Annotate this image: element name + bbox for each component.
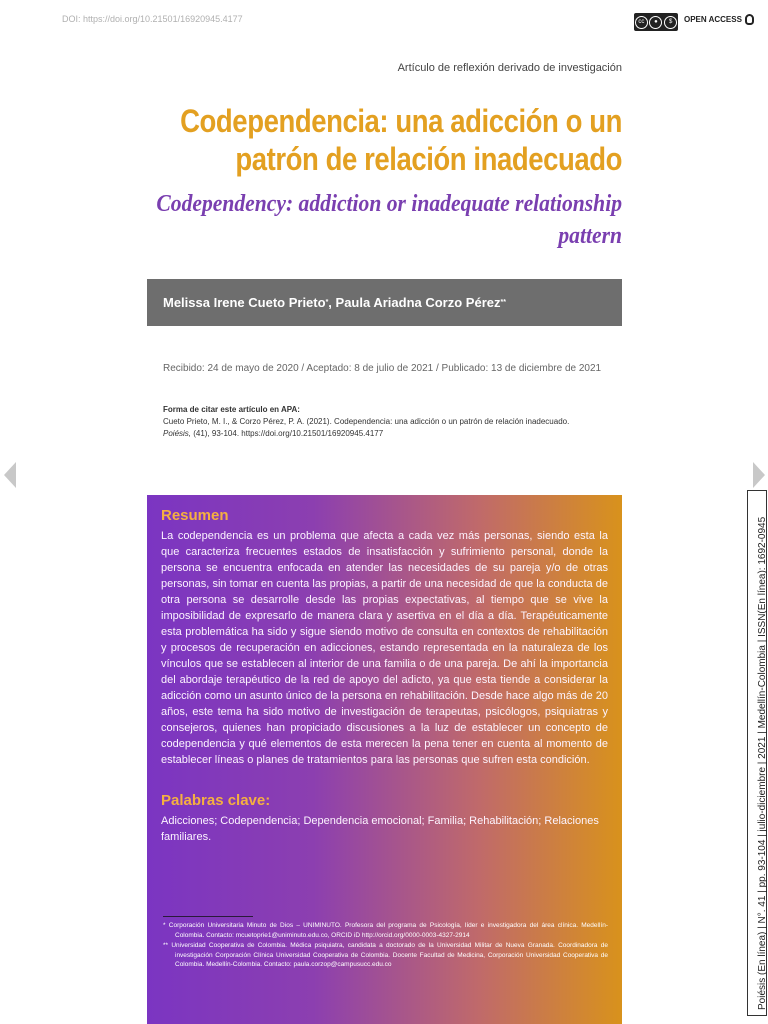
keywords-text: Adicciones; Codependencia; Dependencia emocional; Familia; Rehabilitación; Relaciones familiares.: [161, 815, 599, 843]
previous-page-arrow-icon[interactable]: [4, 462, 16, 488]
footnotes: [163, 921, 608, 971]
title-spanish: Codependencia: una adicción o un patrón de relación inadecuado: [180, 103, 623, 177]
author-2: Paula Ariadna Corzo Pérez: [335, 295, 501, 310]
open-access-badge: [684, 14, 754, 25]
abstract-box: [147, 495, 622, 1024]
footnote-2: ** Universidad Cooperativa de Colombia. Médica psiquiatra, candidata a doctorado de la Universidad Militar de Nueva Granada. Coordinadora de investigación Corporación Clínica Universidad Cooperativa de Colombia. Docente Facultad de Medicina, Corporación Universidad Cooperativa de Colombia. Medellín-Colombia. Contacto: paula.corzop@campusucc.edu.co: [163, 942, 608, 968]
citation-heading: Forma de citar este artículo en APA:: [163, 405, 300, 414]
author-1: Melissa Irene Cueto Prieto: [163, 295, 326, 310]
authors-bar: [147, 279, 622, 326]
by-icon: ●: [649, 16, 662, 29]
doi-link[interactable]: DOI: https://doi.org/10.21501/16920945.4177: [62, 14, 243, 24]
author-1-mark: *: [325, 299, 329, 306]
footnote-divider: [163, 916, 253, 917]
article-type: Artículo de reflexión derivado de investigación: [397, 62, 622, 74]
citation-line-1: Cueto Prieto, M. I., & Corzo Pérez, P. A. (2021). Codependencia: una adicción o un patrón de relación inadecuado.: [163, 417, 570, 426]
journal-sidebar-text: Poiésis (En línea) | N°. 41 | pp. 93-104 | julio-diciembre | 2021 | Medellín-Colombia | ISSN(En línea): 1692-0945: [757, 516, 768, 1010]
citation-block: [163, 404, 613, 440]
open-access-label: OPEN ACCESS: [684, 15, 742, 24]
cc-icon: cc: [635, 16, 648, 29]
abstract-text: La codependencia es un problema que afecta a cada vez más personas, siendo esta la que caracteriza frecuentes estados de insatisfacción y sufrimiento personal, donde la persona se encuentra enfocada en atender las necesidades de su pareja y/o de otras personas, sin tomar en cuenta las propias, a partir de una necesidad de que la conducta de otra persona se desarrolle desde las propias expectativas, al tiempo que se vive la imposibilidad de expresarlo de manera clara y asertiva en el día a día. Terapéuticamente esta problemática ha sido y sigue siendo motivo de consulta en contextos de rehabilitación y procesos de recuperación en adicciones, estando representada en la naturaleza de los vínculos que se establecen al interior de una familia o de una pareja. De ahí la importancia del abordaje terapéutico de la red de apoyo del adicto, ya que esta tiende a considerar la adicción como un asunto único de la persona en rehabilitación. Desde hace algo más de 20 años, este tema ha sido motivo de investigación de terapeutas, psicólogos, psiquiatras y consejeros, quienes han propiciado discusiones a la luz de establecer un concepto de codependencia y qué elementos de esta merecen la pena tener en cuenta al momento de establecer líneas o planes de tratamientos para las personas que sufren esta condición.: [161, 530, 609, 766]
author-separator: ,: [328, 295, 336, 310]
citation-line-2: [163, 428, 613, 440]
title-english: Codependency: addiction or inadequate relationship pattern: [156, 191, 622, 249]
keywords-heading: Palabras clave:: [161, 792, 271, 809]
open-lock-icon: [745, 14, 754, 25]
citation-pages: (41), 93-104. https://doi.org/10.21501/16920945.4177: [191, 429, 384, 438]
abstract-heading: Resumen: [161, 507, 229, 524]
citation-journal: Poiésis,: [163, 429, 192, 438]
footnote-1: * Corporación Universitaria Minuto de Dios – UNIMINUTO. Profesora del programa de Psicología, líder e investigadora del área clínica. Medellín-Colombia. Contacto: mcuetoprie1@uniminuto.edu.co, ORCID iD http://orcid.org/0000-0003-4327-2914: [163, 922, 608, 939]
author-2-mark: **: [500, 299, 506, 306]
publication-dates: Recibido: 24 de mayo de 2020 / Aceptado: 8 de julio de 2021 / Publicado: 13 de diciembre de 2021: [163, 363, 602, 374]
nc-icon: $: [664, 16, 677, 29]
next-page-arrow-icon[interactable]: [753, 462, 765, 488]
creative-commons-badge: [634, 13, 678, 31]
